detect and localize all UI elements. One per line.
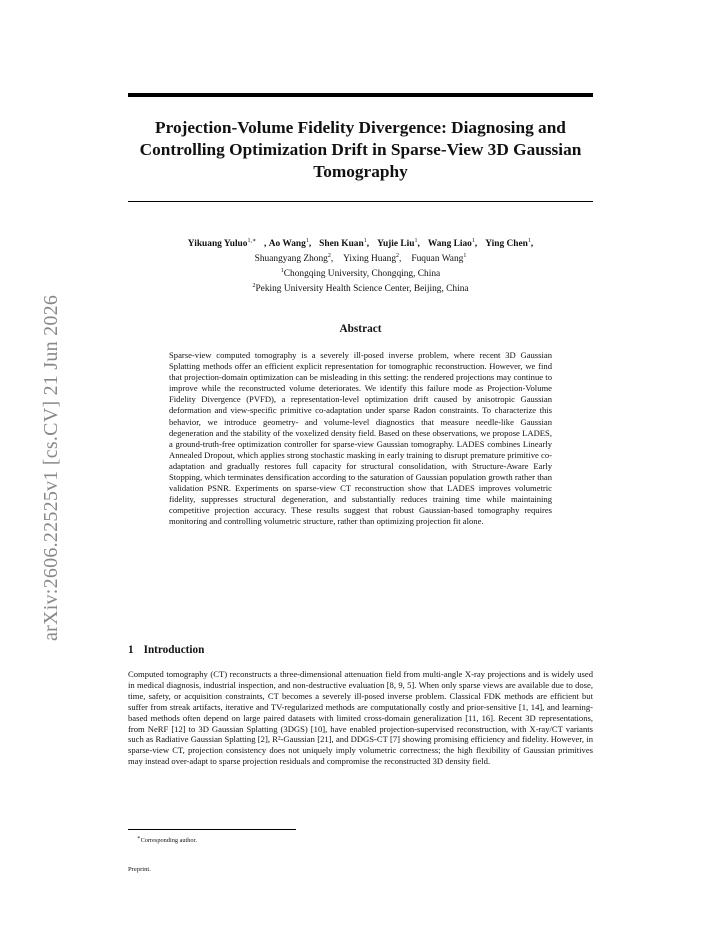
footnote-mark: ∗ xyxy=(137,835,141,841)
title-bottom-rule xyxy=(128,201,593,202)
footnote-rule xyxy=(128,829,296,830)
author: Fuquan Wang$^1$ xyxy=(411,252,467,265)
abstract-heading: Abstract xyxy=(339,323,382,335)
author: Shuangyang Zhong$^2$, xyxy=(254,252,334,265)
author: Shen Kuan$^1$, xyxy=(319,238,370,250)
arxiv-text: arXiv:2606.22525v1 [cs.CV] 21 Jun 2026 xyxy=(40,294,62,641)
section-heading xyxy=(128,644,204,656)
preprint-label: Preprint. xyxy=(128,866,151,873)
author: Yujie Liu$^1$, xyxy=(377,238,420,250)
title-top-rule xyxy=(128,93,593,97)
introduction-body: Computed tomography (CT) reconstructs a three-dimensional attenuation field from multi-angle X-ray projections and is widely used in medical diagnosis, industrial inspection, and non-destructive evaluation [8, 9, 5]. When only sparse views are available due to dose, time, safety, or acquisition constraints, CT becomes a severely ill-posed inverse problem. Classical FDK methods are efficient but suffer from streak artifacts, iterative and TV-regularized methods are computationally costly and prior-sensitive [1, 14], and learning-based methods often depend on large paired datasets with limited cross-domain generalization [11, 16]. Recent 3D representations, from NeRF [12] to 3D Gaussian Splatting (3DGS) [10], have enabled projection-supervised reconstruction, with X-ray/CT variants such as Radiative Gaussian Splatting [2], R²-Gaussian [21], and DDGS-CT [7] showing promising efficiency and fidelity. However, in sparse-view CT, projection consistency does not uniquely imply volumetric correctness; the high flexibility of Gaussian primitives may instead over-adapt to sparse projection residuals and compromise the reconstructed 3D density field. xyxy=(128,669,593,767)
affiliation: $^2$Peking University Health Science Center, Beijing, China xyxy=(252,282,469,294)
author-block xyxy=(124,236,597,296)
author: Wang Liao$^1$, xyxy=(427,238,478,250)
arxiv-identifier xyxy=(24,261,62,641)
section-number: 1 xyxy=(128,644,134,656)
abstract-body: Sparse-view computed tomography is a severely ill-posed inverse problem, where recent 3D Gaussian Splatting methods offer an efficient explicit representation for tomographic reconstruction. However, we find that projection-domain optimization can be misleading in this setting: the rendered projections may continue to improve while the reconstructed volume deteriorates. We identify this failure mode as Projection-Volume Fidelity Divergence (PVFD), a representation-level optimization drift caused by anisotropic Gaussian deformation and view-specific primitive co-adaptation under sparse Radon constraints. To characterize this behavior, we introduce geometry- and volume-level diagnostics that measure needle-like Gaussian degeneration and the stability of the voxelized density field. Based on these observations, we propose LADES, a ground-truth-free optimization controller for sparse-view Gaussian tomography. LADES combines Linearly Annealed Dropout, which applies strong stochastic masking in early training to disrupt premature primitive co-adaptation and gradually restores full capacity for structural consolidation, with Structure-Aware Early Stopping, which terminates densification according to the saturation of Gaussian population growth rather than validation PSNR. Experiments on sparse-view CT reconstruction show that LADES improves volumetric fidelity, suppresses structural degeneration, and substantially reduces training time while maintaining competitive projection accuracy. These results suggest that robust Gaussian-based tomography requires monitoring and controlling volumetric structure, rather than optimizing projection fit alone. xyxy=(169,350,552,527)
footnote xyxy=(137,835,197,844)
paper-title: Projection-Volume Fidelity Divergence: Diagnosing and Controlling Optimization Drift in Sparse-View 3D Gaussian Tomography xyxy=(139,118,582,181)
section-title: Introduction xyxy=(143,644,205,656)
footnote-text: Corresponding author. xyxy=(140,837,197,845)
author: Yikuang Yuluo$^{1,∗}$ xyxy=(187,238,257,250)
affiliation: $^1$Chongqing University, Chongqing, China xyxy=(280,267,441,279)
author-line-2 xyxy=(124,251,597,266)
author-line-1 xyxy=(124,236,597,251)
author: , Ao Wang$^1$, xyxy=(264,238,312,250)
author: Ying Chen$^1$, xyxy=(485,238,534,250)
author: Yixing Huang$^2$, xyxy=(343,252,402,265)
